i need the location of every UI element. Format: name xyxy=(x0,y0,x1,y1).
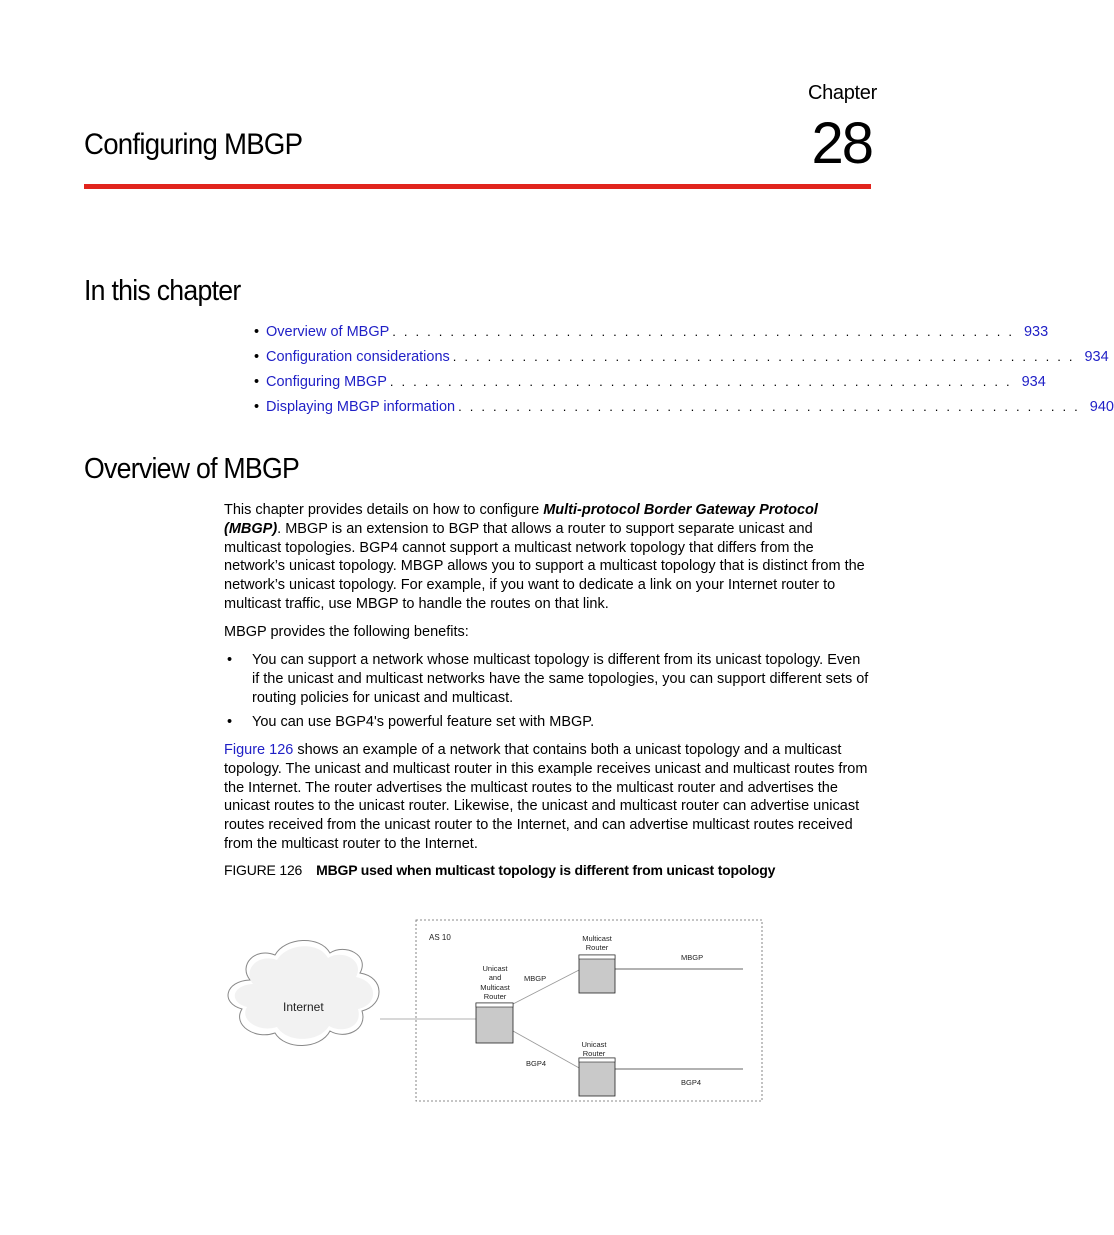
bullet-icon: • xyxy=(254,399,260,415)
toc-heading: In this chapter xyxy=(84,275,241,307)
unicast-router-label-line: Router xyxy=(582,1049,606,1058)
list-item xyxy=(224,713,870,732)
toc-item[interactable] xyxy=(254,322,1049,347)
chapter-label: Chapter xyxy=(807,82,877,104)
overview-paragraph-2: MBGP provides the following benefits: xyxy=(224,624,469,640)
title-rule xyxy=(84,184,871,189)
as-label: AS 10 xyxy=(429,933,451,942)
toc-item-page[interactable]: 933 xyxy=(1023,324,1049,340)
toc-item-link[interactable]: Overview of MBGP xyxy=(266,324,390,340)
toc-item-link[interactable]: Configuration considerations xyxy=(266,349,450,365)
internet-cloud-icon xyxy=(228,940,379,1045)
bullet-icon: • xyxy=(254,349,260,365)
bullet-icon: • xyxy=(227,652,233,668)
figure-title: MBGP used when multicast topology is different from unicast topology xyxy=(316,862,776,878)
internet-label: Internet xyxy=(283,1000,324,1014)
chapter-number: 28 xyxy=(811,111,872,176)
toc-item-page[interactable]: 934 xyxy=(1021,374,1046,390)
bgp4-link-label: BGP4 xyxy=(526,1059,547,1068)
section-heading-overview: Overview of MBGP xyxy=(84,453,300,485)
list-item-text: You can support a network whose multicast topology is different from its unicast topology. Even if the unicast and multicast networks have the same topologies, you can support different sets of routing policies for unicast and multicast. xyxy=(252,652,869,706)
para-text: This chapter provides details on how to configure xyxy=(224,502,544,518)
core-router-label-line: Router xyxy=(483,992,507,1001)
para-text: . MBGP is an extension to BGP that allows a router to support separate unicast and multicast topologies. BGP4 cannot support a multicast network topology that differs from the network’s unicast topology. MBGP allows you to support a multicast topology that is distinct from the network’s unicast topology. For example, if you want to dedicate a link on your Internet router to multicast traffic, use MBGP to handle the routes on that link. xyxy=(224,520,865,612)
toc-list xyxy=(254,322,1114,422)
list-item xyxy=(224,651,870,707)
mbgp-out-label: MBGP xyxy=(681,953,704,962)
multicast-router-label-line: Router xyxy=(585,943,609,952)
figure-link[interactable]: Figure 126 xyxy=(224,742,294,758)
toc-leader: . . . . . . . . . . . . . . . . . . . . . . . . . . . . . . . . . . . . . . . . . . . . . . . . . . . . . . xyxy=(458,399,1080,414)
multicast-router-label-line: Multicast xyxy=(582,934,612,943)
toc-item-page[interactable]: 934 xyxy=(1084,349,1109,365)
figure-caption xyxy=(224,862,775,878)
toc-item[interactable] xyxy=(254,397,1114,422)
network-diagram xyxy=(220,915,780,1115)
unicast-router-label xyxy=(581,1040,607,1058)
figure-number: FIGURE 126 xyxy=(224,862,303,878)
toc-leader: . . . . . . . . . . . . . . . . . . . . . . . . . . . . . . . . . . . . . . . . . . . . . . . . . . . . . . xyxy=(389,374,1012,389)
core-router-label-line: Unicast xyxy=(482,964,508,973)
bgp4-out-label: BGP4 xyxy=(681,1078,702,1087)
toc-item[interactable] xyxy=(254,372,1046,397)
list-item-text: You can use BGP4's powerful feature set with MBGP. xyxy=(252,714,595,731)
para-text: shows an example of a network that contains both a unicast topology and a multicast topology. The unicast and multicast router in this example receives unicast and multicast routes from the Internet. The router advertises the multicast routes to the multicast router and advertises the unicast routes to the unicast router. Likewise, the unicast and multicast router can advertise unicast routes received from the unicast router to the Internet, and can advertise multicast routes received from the multicast router to the Internet. xyxy=(224,742,868,852)
mbgp-link-label: MBGP xyxy=(524,974,547,983)
core-router-label-line: Multicast xyxy=(480,983,510,992)
unicast-router-icon xyxy=(579,1058,615,1096)
bullet-icon: • xyxy=(227,714,233,731)
chapter-title: Configuring MBGP xyxy=(84,128,303,161)
unicast-router-label-line: Unicast xyxy=(581,1040,607,1049)
emphasis-term: Multi-protocol Border Gateway Protocol (MBGP) xyxy=(224,502,818,537)
core-router-label xyxy=(480,964,511,1001)
toc-leader: . . . . . . . . . . . . . . . . . . . . . . . . . . . . . . . . . . . . . . . . . . . . . . . . . . . . . . xyxy=(452,349,1075,364)
multicast-router-icon xyxy=(579,955,615,993)
toc-leader: . . . . . . . . . . . . . . . . . . . . . . . . . . . . . . . . . . . . . . . . . . . . . . . . . . . . . . xyxy=(392,324,1015,339)
benefits-list xyxy=(224,651,870,738)
multicast-router-label xyxy=(582,934,613,952)
bullet-icon: • xyxy=(254,324,260,340)
bgp4-link xyxy=(513,1031,581,1069)
toc-item-link[interactable]: Displaying MBGP information xyxy=(266,399,456,415)
toc-item-link[interactable]: Configuring MBGP xyxy=(266,374,387,390)
core-router-icon xyxy=(476,1003,513,1043)
toc-item[interactable] xyxy=(254,347,1109,372)
bullet-icon: • xyxy=(254,374,260,390)
overview-paragraph-3 xyxy=(224,741,870,854)
toc-item-page[interactable]: 940 xyxy=(1089,399,1114,415)
core-router-label-line: and xyxy=(488,973,502,982)
overview-paragraph-1 xyxy=(224,501,870,614)
